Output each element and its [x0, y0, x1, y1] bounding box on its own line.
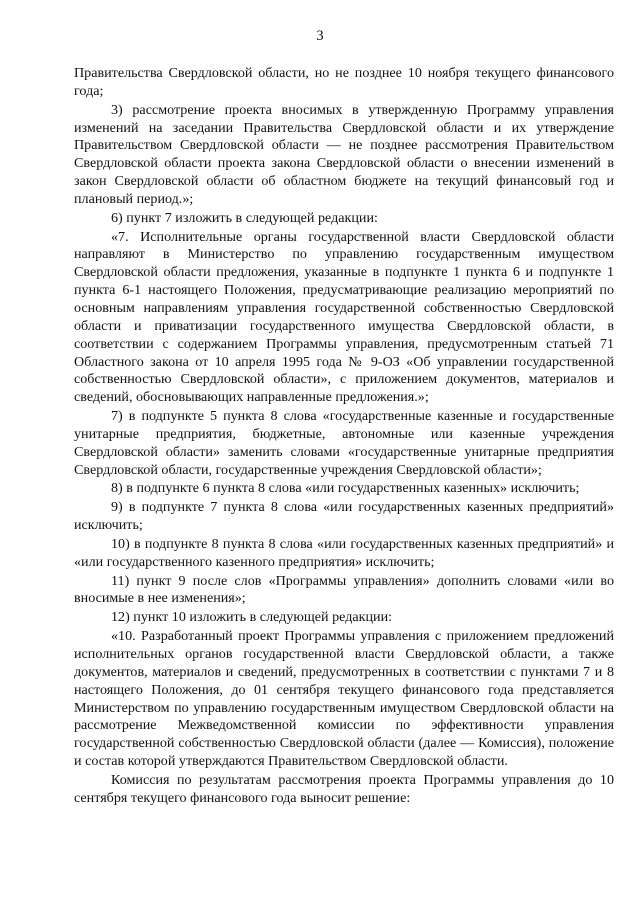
paragraph-item-12: 12) пункт 10 изложить в следующей редакции: — [111, 609, 393, 626]
paragraph-item-3: 3) рассмотрение проекта вносимых в утвержденную Программу управления изменений на заседании Правительства Свердловской области и их утверждение Правительством Свердловской области — не позднее рассмотрения Правительством Свердловской области проекта закона Свердловской области о внесении изменений в закон Свердловской области об областном бюджете на текущий финансовый год и плановый период.»; — [74, 101, 614, 207]
paragraph-item-9: 9) в подпункте 7 пункта 8 слова «или государственных казенных предприятий» исключить; — [74, 499, 614, 534]
paragraph-item-6: 6) пункт 7 изложить в следующей редакции: — [111, 209, 378, 226]
paragraph-commission: Комиссия по результатам рассмотрения проекта Программы управления до 10 сентября текущего финансового года выносит решение: — [74, 771, 614, 806]
paragraph-point-7: «7. Исполнительные органы государственной власти Свердловской области направляют в Министерство по управлению государственным имуществом Свердловской области предложения, указанные в подпункте 1 пункта 6 и подпункте 1 пункта 6-1 настоящего Положения, предусматривающие реализацию мероприятий по основным направлениям управления государственной собственностью Свердловской области и приватизации государственного имущества Свердловской области, в соответствии с содержанием Программы управления, предусмотренным статьей 71 Областного закона от 10 апреля 1995 года № 9-ОЗ «Об управлении государственной собственностью Свердловской области», с приложением документов, материалов и сведений, обосновывающих направленные предложения.»; — [74, 228, 614, 406]
paragraph-item-7: 7) в подпункте 5 пункта 8 слова «государственные казенные и государственные унитарные предприятия, бюджетные, автономные или казенные учреждения Свердловской области» заменить словами «государственные унитарные предприятия Свердловской области, государственные учреждения Свердловской области»; — [74, 408, 614, 478]
paragraph-point-10: «10. Разработанный проект Программы управления с приложением предложений исполнительных органов государственной власти Свердловской области, а также документов, материалов и сведений, предусмотренных в соответствии с пунктами 7 и 8 настоящего Положения, до 01 сентября текущего финансового года представляется Министерством по управлению государственным имуществом Свердловской области на рассмотрение Межведомственной комиссии по эффективности управления государственной собственностью Свердловской области (далее — Комиссия), положение и состав которой утверждаются Правительством Свердловской области. — [74, 628, 614, 770]
paragraph-item-10: 10) в подпункте 8 пункта 8 слова «или государственных казенных предприятий» и «или государственного казенного предприятия» исключить; — [74, 535, 614, 570]
paragraph-item-11: 11) пункт 9 после слов «Программы управления» дополнить словами «или во вносимые в нее изменения»; — [74, 572, 614, 607]
paragraph-continuation: Правительства Свердловской области, но не позднее 10 ноября текущего финансового года; — [74, 65, 614, 99]
page-number: 3 — [316, 28, 324, 44]
document-body — [74, 65, 614, 808]
paragraph-item-8: 8) в подпункте 6 пункта 8 слова «или государственных казенных» исключить; — [111, 480, 580, 497]
